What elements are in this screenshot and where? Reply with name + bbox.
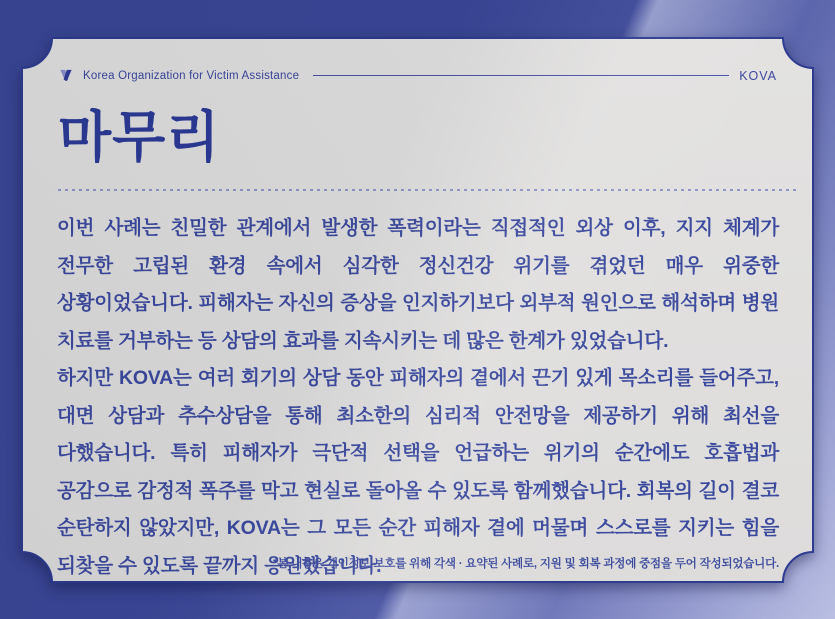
page-title: 마무리 bbox=[58, 106, 221, 168]
org-abbr: KOVA bbox=[739, 68, 777, 83]
body-paragraph-1: 이번 사례는 친밀한 관계에서 발생한 폭력이라는 직접적인 외상 이후, 지지 체계가 전무한 고립된 환경 속에서 심각한 정신건강 위기를 겪었던 매우 위중한 상황이었습니다. 피해자는 자신의 증상을 인지하기보다 외부적 원인으로 해석하며 병원 치료를 거부하는 등 상담의 효과를 지속시키는 데 많은 한계가 있었습니다. bbox=[57, 217, 779, 352]
header-rule bbox=[313, 75, 729, 76]
org-name: Korea Organization for Victim Assistance bbox=[83, 69, 300, 82]
slide-card bbox=[22, 38, 813, 582]
body-paragraph-2: 하지만 KOVA는 여러 회기의 상담 동안 피해자의 곁에서 끈기 있게 목소리를 들어주고, 대면 상담과 추수상담을 통해 최소한의 심리적 안전망을 제공하기 위해 최선을 다했습니다. 특히 피해자가 극단적 선택을 언급하는 위기의 순간에도 호흡법과 공감으로 감정적 폭주를 막고 현실로 돌아올 수 있도록 함께했습니다. 회복의 길이 결코 순탄하지 않았지만, KOVA는 그 모든 순간 피해자 곁에 머물며 스스로를 지키는 힘을 되찾을 수 있도록 끝까지 응원했습니다. bbox=[57, 367, 779, 577]
heart-v-icon bbox=[58, 68, 74, 83]
dotted-divider bbox=[58, 189, 799, 191]
body-text bbox=[57, 210, 779, 585]
card-header bbox=[58, 68, 777, 83]
footnote: *본 내용은 개인정보 보호를 위해 각색 · 요약된 사례로, 지원 및 회복 과정에 중점을 두어 작성되었습니다. bbox=[272, 558, 779, 570]
